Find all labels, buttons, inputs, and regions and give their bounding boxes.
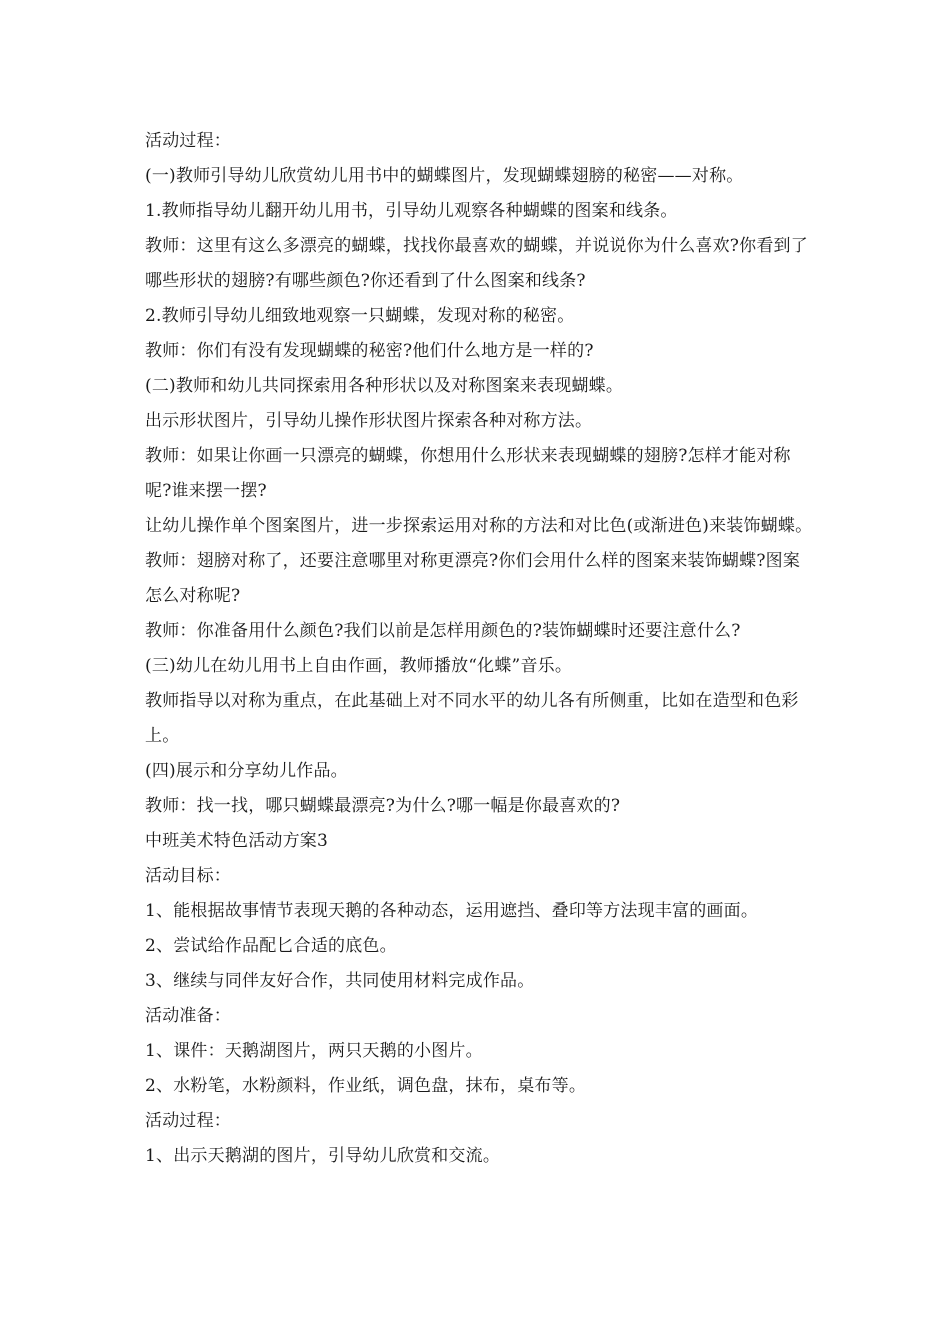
document-body	[145, 124, 815, 1174]
paragraph: 1.教师指导幼儿翻开幼儿用书，引导幼儿观察各种蝴蝶的图案和线条。	[145, 201, 678, 221]
paragraph: 教师：翅膀对称了，还要注意哪里对称更漂亮?你们会用什么样的图案来装饰蝴蝶?图案怎么对称呢?	[145, 551, 801, 606]
paragraph: 2、水粉笔，水粉颜料，作业纸，调色盘，抹布，桌布等。	[145, 1076, 587, 1096]
paragraph: 1、能根据故事情节表现天鹅的各种动态，运用遮挡、叠印等方法现丰富的画面。	[145, 901, 759, 921]
paragraph: 教师：你们有没有发现蝴蝶的秘密?他们什么地方是一样的?	[145, 341, 594, 361]
paragraph: 教师：这里有这么多漂亮的蝴蝶，找找你最喜欢的蝴蝶，并说说你为什么喜欢?你看到了哪些形状的翅膀?有哪些颜色?你还看到了什么图案和线条?	[145, 236, 808, 291]
paragraph: (二)教师和幼儿共同探索用各种形状以及对称图案来表现蝴蝶。	[145, 376, 624, 396]
paragraph: 活动过程：	[145, 1111, 231, 1131]
paragraph: 1、课件：天鹅湖图片，两只天鹅的小图片。	[145, 1041, 483, 1061]
paragraph: (四)展示和分享幼儿作品。	[145, 761, 348, 781]
paragraph: 教师：如果让你画一只漂亮的蝴蝶，你想用什么形状来表现蝴蝶的翅膀?怎样才能对称呢?谁来摆一摆?	[145, 446, 791, 501]
section-title: 中班美术特色活动方案3	[145, 831, 329, 851]
paragraph: 3、继续与同伴友好合作，共同使用材料完成作品。	[145, 971, 535, 991]
paragraph: 教师：你准备用什么颜色?我们以前是怎样用颜色的?装饰蝴蝶时还要注意什么?	[145, 621, 741, 641]
paragraph: 1、出示天鹅湖的图片，引导幼儿欣赏和交流。	[145, 1146, 501, 1166]
paragraph: 2.教师引导幼儿细致地观察一只蝴蝶，发现对称的秘密。	[145, 306, 575, 326]
paragraph: (三)幼儿在幼儿用书上自由作画，教师播放“化蝶”音乐。	[145, 656, 573, 676]
paragraph: (一)教师引导幼儿欣赏幼儿用书中的蝴蝶图片，发现蝴蝶翅膀的秘密——对称。	[145, 166, 744, 186]
paragraph: 教师：找一找，哪只蝴蝶最漂亮?为什么?哪一幅是你最喜欢的?	[145, 796, 621, 816]
paragraph: 活动准备：	[145, 1006, 231, 1026]
paragraph: 出示形状图片，引导幼儿操作形状图片探索各种对称方法。	[145, 411, 593, 431]
paragraph: 让幼儿操作单个图案图片，进一步探索运用对称的方法和对比色(或渐进色)来装饰蝴蝶。	[145, 516, 813, 536]
paragraph: 活动目标：	[145, 866, 231, 886]
paragraph: 活动过程：	[145, 131, 231, 151]
paragraph: 2、尝试给作品配匕合适的底色。	[145, 936, 397, 956]
paragraph: 教师指导以对称为重点，在此基础上对不同水平的幼儿各有所侧重，比如在造型和色彩上。	[145, 691, 799, 746]
